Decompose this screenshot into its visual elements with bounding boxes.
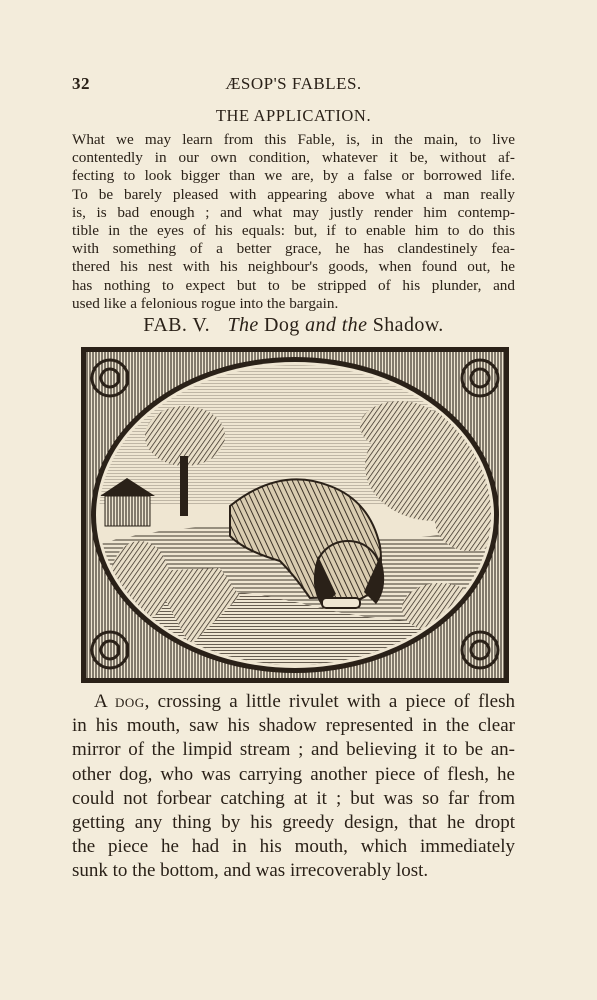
fable-number: FAB. V. [143, 314, 211, 336]
fable-title-the: The [227, 314, 259, 336]
application-line: thered his nest with his neighbour's goods, when found out, he [72, 258, 515, 276]
application-line: What we may learn from this Fable, is, in the main, to live [72, 131, 515, 148]
application-line: contentedly in our own condition, whatever it be, without af- [72, 149, 515, 167]
application-line: tible in the eyes of his equals: but, if to enable him to do this [72, 222, 515, 240]
application-line: used like a felonious rogue into the bargain. [72, 294, 339, 312]
first-line-rest: , crossing a little rivulet with a piece of flesh [144, 691, 515, 712]
smallcap-word: dog [114, 691, 145, 712]
application-text [72, 131, 515, 313]
application-line: has nothing to expect but to be stripped of his plunder, and [72, 276, 515, 294]
page-number: 32 [72, 74, 90, 93]
application-line: fecting to look bigger than we are, by a false or borrowed life. [72, 167, 515, 185]
fable-title-dog: Dog [264, 314, 300, 336]
fable-line: getting any thing by his greedy design, that he dropt [72, 812, 515, 834]
application-heading: THE APPLICATION. [215, 106, 372, 125]
running-head [72, 74, 515, 96]
application-line: To be barely pleased with appearing above what a man really [72, 185, 515, 203]
running-title: ÆSOP'S FABLES. [225, 74, 362, 93]
fable-line: the piece he had in his mouth, which immediately [72, 836, 515, 858]
fable-title-and-the: and the [305, 314, 368, 336]
fable-line: sunk to the bottom, and was irrecoverably lost. [72, 860, 429, 882]
fable-line: mirror of the limpid stream ; and believing it to be an- [72, 739, 515, 761]
fable-title-shadow: Shadow. [372, 314, 444, 336]
fable-line [72, 690, 515, 714]
fable-text [72, 690, 515, 884]
fable-line: in his mouth, saw his shadow represented in the clear [72, 715, 515, 737]
application-line: with something of a better grace, he has clandestinely fea- [72, 240, 515, 258]
application-line: is, is bad enough ; and what may justly render him contemp- [72, 203, 515, 221]
fable-title [72, 314, 515, 337]
fable-line: could not forbear catching at it ; but was so far from [72, 787, 515, 809]
woodcut-illustration [80, 346, 510, 684]
initial-word: A [94, 691, 107, 712]
fable-line: other dog, who was carrying another piece of flesh, he [72, 763, 515, 785]
dog-and-shadow-woodcut [80, 346, 510, 684]
